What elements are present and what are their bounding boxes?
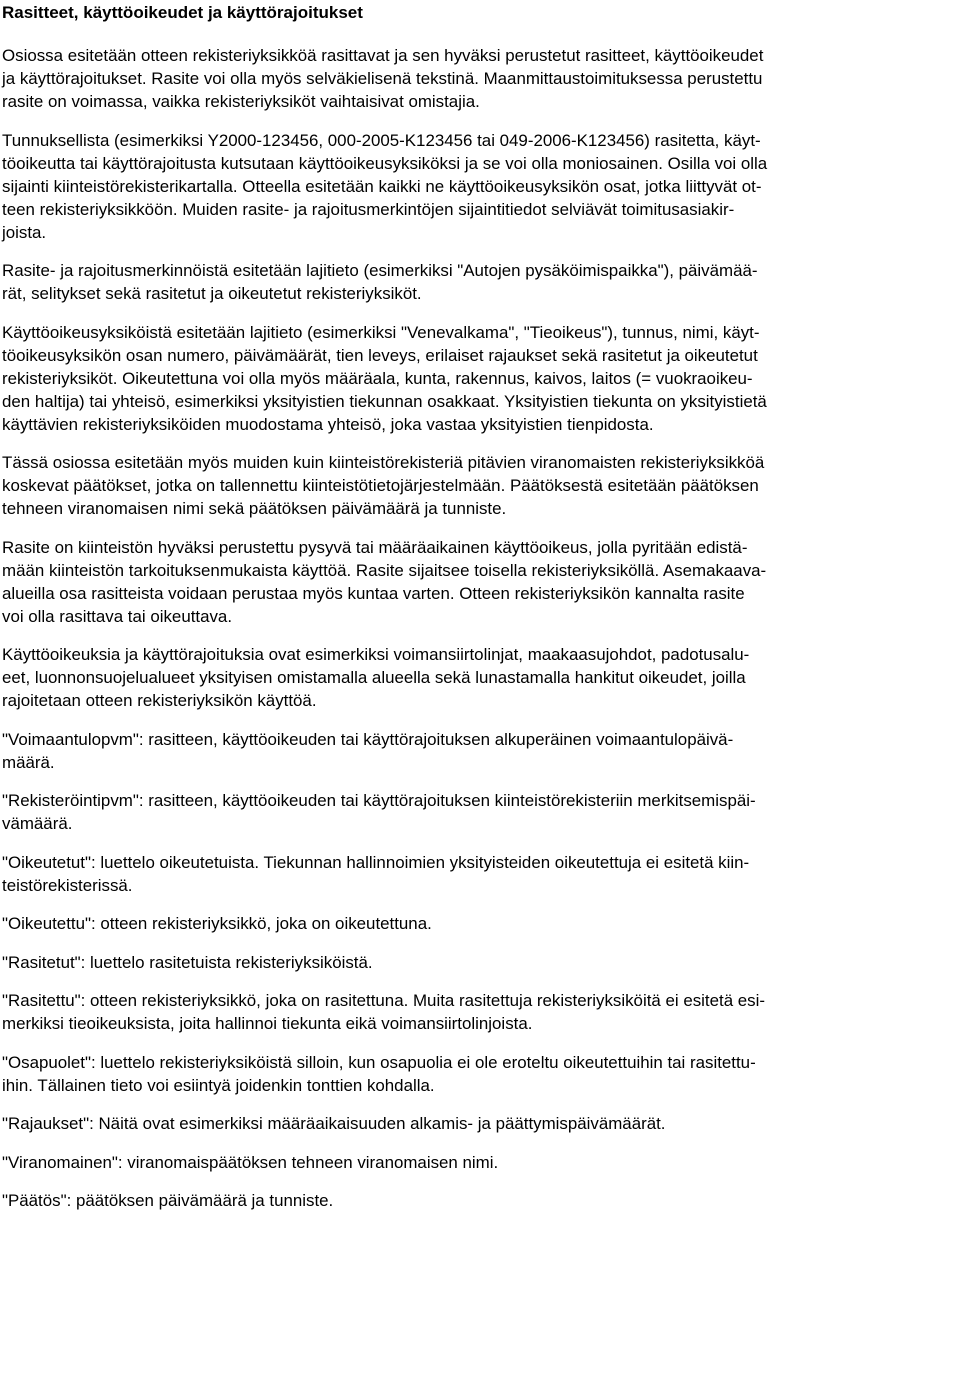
- document-page: [2, 0, 958, 1228]
- text-line: Rasite on kiinteistön hyväksi perustettu pysyvä tai määräaikainen käyttöoikeus, jolla pyritään edistä-: [2, 537, 748, 557]
- text-line: Tässä osiossa esitetään myös muiden kuin kiinteistörekisteriä pitävien viranomaisten rekisteriyksikköä: [2, 453, 765, 472]
- text-line: rekisteriyksiköt. Oikeutettuna voi olla myös määräala, kunta, rakennus, kaivos, laitos (= vuokraoikeu-: [2, 368, 753, 388]
- text-line: rasite on voimassa, vaikka rekisteriyksiköt vaihtaisivat omistajia.: [2, 92, 480, 111]
- text-line: ja käyttörajoitukset. Rasite voi olla myös selväkielisenä tekstinä. Maanmittaustoimituksessa perustettu: [2, 69, 763, 88]
- text-line: teistörekisterissä.: [2, 875, 133, 895]
- paragraph: [2, 321, 958, 436]
- text-line: "Rasitetut": luettelo rasitetuista rekisteriyksiköistä.: [2, 952, 373, 972]
- paragraph: [2, 1051, 958, 1097]
- text-line: sijainti kiinteistörekisterikartalla. Otteella esitetään kaikki ne käyttöoikeusyksikön osat, jotka liittyvät ot-: [2, 176, 762, 196]
- text-line: joista.: [2, 222, 47, 242]
- document-title: Rasitteet, käyttöoikeudet ja käyttörajoitukset: [2, 3, 363, 22]
- paragraph: [2, 951, 958, 974]
- text-line: Tunnuksellista (esimerkiksi Y2000-123456, 000-2005-K123456 tai 049-2006-K123456) rasitetta, käyt-: [2, 130, 761, 150]
- text-line: Osiossa esitetään otteen rekisteriyksikköä rasittavat ja sen hyväksi perustetut rasitteet, käyttöoikeudet: [2, 46, 764, 65]
- paragraph: [2, 851, 958, 897]
- text-line: töoikeusyksikön osan numero, päivämäärät, tien leveys, erilaiset rajaukset sekä rasitetut ja oikeutetut: [2, 345, 758, 365]
- text-line: "Rajaukset": Näitä ovat esimerkiksi määräaikaisuuden alkamis- ja päättymispäivämäärät.: [2, 1114, 666, 1133]
- paragraph: [2, 1189, 958, 1212]
- text-line: "Rekisteröintipvm": rasitteen, käyttöoikeuden tai käyttörajoituksen kiinteistörekisteriin merkitsemispäi-: [2, 791, 756, 810]
- text-line: Käyttöoikeusyksiköistä esitetään lajitieto (esimerkiksi "Venevalkama", "Tieoikeus"), tunnus, nimi, käyt-: [2, 322, 760, 342]
- text-line: vämäärä.: [2, 814, 73, 833]
- paragraph: [2, 912, 958, 935]
- paragraph: [2, 728, 958, 774]
- paragraph: [2, 259, 958, 305]
- paragraph: [2, 536, 958, 628]
- paragraph: [2, 1151, 958, 1174]
- document-body: [2, 44, 958, 1212]
- text-line: "Oikeutetut": luettelo oikeutetuista. Tiekunnan hallinnoimien yksityisteiden oikeutettuja ei esitetä kiin-: [2, 852, 750, 872]
- text-line: "Viranomainen": viranomaispäätöksen tehneen viranomaisen nimi.: [2, 1152, 499, 1172]
- text-line: töoikeutta tai käyttörajoitusta kutsutaan käyttöoikeusyksiköksi ja se voi olla moniosainen. Osilla voi olla: [2, 153, 768, 173]
- paragraph: [2, 643, 958, 712]
- text-line: "Osapuolet": luettelo rekisteriyksiköistä silloin, kun osapuolia ei ole eroteltu oikeutettuihin tai rasitettu-: [2, 1052, 756, 1072]
- paragraph: [2, 1112, 958, 1135]
- text-line: voi olla rasittava tai oikeuttava.: [2, 606, 233, 626]
- paragraph: [2, 989, 958, 1035]
- text-line: "Oikeutettu": otteen rekisteriyksikkö, joka on oikeutettuna.: [2, 914, 432, 933]
- text-line: ihin. Tällainen tieto voi esiintyä joidenkin tonttien kohdalla.: [2, 1075, 435, 1095]
- text-line: teen rekisteriyksikköön. Muiden rasite- ja rajoitusmerkintöjen sijaintitiedot selviävät toimitusasiakir-: [2, 199, 735, 219]
- text-line: koskevat päätökset, jotka on tallennettu kiinteistötietojärjestelmään. Päätöksestä esitetään päätöksen: [2, 476, 759, 495]
- text-line: rajoitetaan otteen rekisteriyksikön käyttöä.: [2, 691, 317, 710]
- text-line: tehneen viranomaisen nimi sekä päätöksen päivämäärä ja tunniste.: [2, 499, 507, 518]
- text-line: eet, luonnonsuojelualueet yksityisen omistamalla alueella sekä lunastamalla hankitut oikeudet, joilla: [2, 668, 746, 687]
- text-line: "Voimaantulopvm": rasitteen, käyttöoikeuden tai käyttörajoituksen alkuperäinen voimaantulopäivä-: [2, 729, 734, 749]
- text-line: Käyttöoikeuksia ja käyttörajoituksia ovat esimerkiksi voimansiirtolinjat, maakaasujohdot, padotusalu-: [2, 645, 750, 664]
- paragraph: [2, 44, 958, 113]
- paragraph: [2, 129, 958, 244]
- text-line: rät, selitykset sekä rasitetut ja oikeutetut rekisteriyksiköt.: [2, 284, 422, 303]
- text-line: den haltija) tai yhteisö, esimerkiksi yksityistien tiekunnan osakkaat. Yksityistien tiekunta on yksityistietä: [2, 391, 767, 411]
- text-line: määrä.: [2, 752, 55, 772]
- paragraph: [2, 451, 958, 520]
- text-line: merkiksi tieoikeuksista, joita hallinnoi tiekunta eikä voimansiirtolinjoista.: [2, 1014, 533, 1033]
- text-line: mään kiinteistön tarkoituksenmukaista käyttöä. Rasite sijaitsee toisella rekisteriyksiköllä. Asemakaava-: [2, 560, 767, 580]
- text-line: "Päätös": päätöksen päivämäärä ja tunniste.: [2, 1191, 334, 1210]
- text-line: Rasite- ja rajoitusmerkinnöistä esitetään lajitieto (esimerkiksi "Autojen pysäköimispaikka"), päivämää-: [2, 261, 758, 280]
- paragraph: [2, 789, 958, 835]
- text-line: käyttävien rekisteriyksiköiden muodostama yhteisö, joka vastaa yksityistien tienpidosta.: [2, 414, 654, 434]
- text-line: alueilla osa rasitteista voidaan perustaa myös kuntaa varten. Otteen rekisteriyksikön kannalta rasite: [2, 583, 745, 603]
- text-line: "Rasitettu": otteen rekisteriyksikkö, joka on rasitettuna. Muita rasitettuja rekisteriyksiköitä ei esitetä esi-: [2, 991, 765, 1010]
